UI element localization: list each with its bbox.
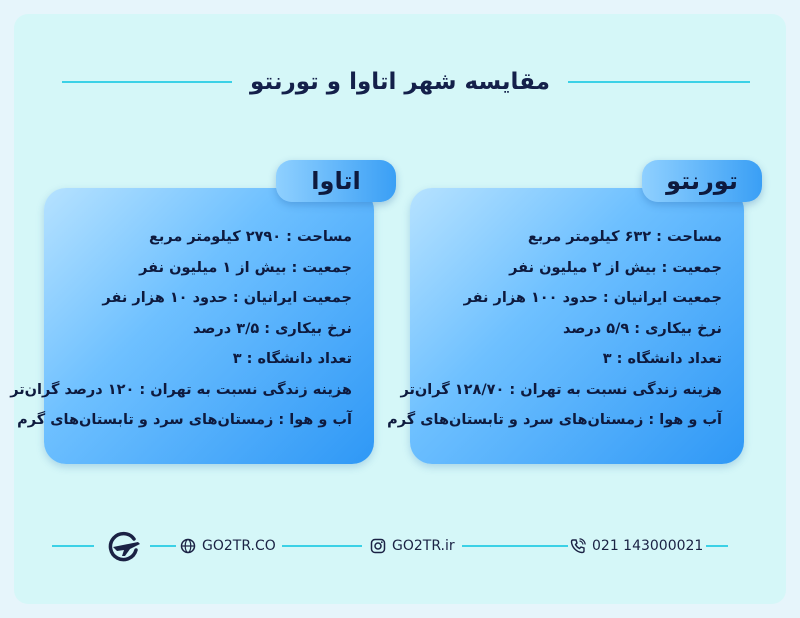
page-title: مقایسه شهر اتاوا و تورنتو [250, 69, 550, 95]
toronto-climate: آب و هوا : زمستان‌های سرد و تابستان‌های گرم [387, 412, 722, 428]
toronto-card [387, 188, 744, 464]
footer-divider [462, 545, 568, 547]
ottawa-climate: آب و هوا : زمستان‌های سرد و تابستان‌های گرم [17, 412, 352, 428]
title-bar [0, 64, 800, 100]
website-link[interactable] [180, 536, 276, 556]
toronto-universities: تعداد دانشگاه : ۳ [602, 351, 722, 367]
toronto-cost-of-living: هزینه زندگی نسبت به تهران : ۱۲۸/۷۰ گران‌تر [400, 381, 722, 398]
toronto-unemployment: نرخ بیکاری : ۵/۹ درصد [563, 320, 722, 337]
title-divider-left [62, 81, 232, 83]
ottawa-cost-of-living: هزینه زندگی نسبت به تهران : ۱۲۰ درصد گران‌تر [10, 381, 352, 398]
toronto-info-list [387, 222, 722, 436]
instagram-text: GO2TR.ir [392, 538, 455, 554]
ottawa-population: جمعیت : بیش از ۱ میلیون نفر [139, 259, 352, 276]
ottawa-iranian-population: جمعیت ایرانیان : حدود ۱۰ هزار نفر [102, 290, 352, 306]
ottawa-area: مساحت : ۲۷۹۰ کیلومتر مربع [148, 229, 352, 245]
globe-icon [180, 538, 196, 554]
footer-divider [706, 545, 728, 547]
website-text: GO2TR.CO [202, 538, 276, 554]
footer-divider [150, 545, 176, 547]
footer-divider [52, 545, 94, 547]
toronto-title-tab: تورنتو [642, 160, 762, 202]
toronto-iranian-population: جمعیت ایرانیان : حدود ۱۰۰ هزار نفر [463, 290, 722, 306]
footer-divider [282, 545, 362, 547]
toronto-population: جمعیت : بیش از ۲ میلیون نفر [509, 259, 722, 276]
toronto-area: مساحت : ۶۳۲ کیلومتر مربع [527, 229, 722, 245]
footer [0, 528, 800, 564]
ottawa-unemployment: نرخ بیکاری : ۳/۵ درصد [193, 320, 352, 337]
ottawa-card [10, 188, 374, 464]
ottawa-info-list [10, 222, 352, 436]
title-divider-right [568, 81, 750, 83]
ottawa-universities: تعداد دانشگاه : ۳ [232, 351, 352, 367]
phone-text: 021 143000021 [592, 538, 704, 554]
instagram-link[interactable] [370, 536, 455, 556]
ottawa-title-tab: اتاوا [276, 160, 396, 202]
logo-icon [104, 530, 144, 562]
phone-icon [570, 538, 586, 554]
phone-link[interactable] [570, 536, 703, 556]
instagram-icon [370, 538, 386, 554]
